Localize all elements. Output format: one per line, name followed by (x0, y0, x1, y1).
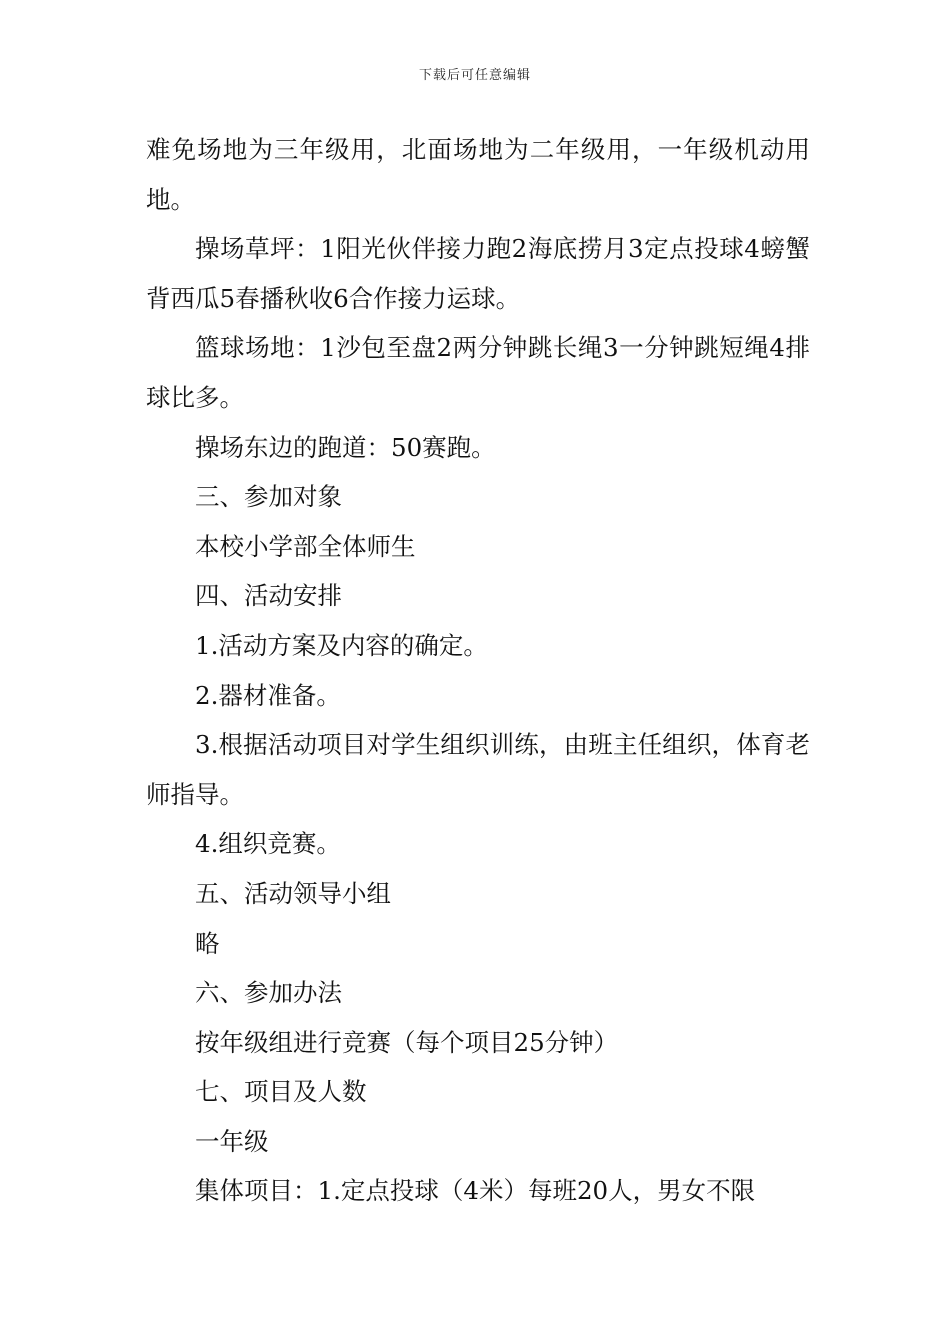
section-heading-participation-method: 六、参加办法 (195, 978, 342, 1008)
list-item-arrangement-3: 3.根据活动项目对学生组织训练，由班主任组织，体育老师指导。 (146, 730, 810, 809)
section-heading-events-and-numbers: 七、项目及人数 (195, 1077, 367, 1107)
paragraph-participants: 本校小学部全体师生 (195, 531, 416, 561)
paragraph-track-events: 操场东边的跑道：50赛跑。 (195, 432, 496, 462)
list-item-arrangement-2: 2.器材准备。 (195, 680, 341, 710)
paragraph-participation-method: 按年级组进行竞赛（每个项目25分钟） (195, 1027, 619, 1057)
section-heading-participants: 三、参加对象 (195, 482, 342, 512)
page-header-note: 下载后可任意编辑 (418, 68, 531, 83)
paragraph-basketball-court-events: 篮球场地：1沙包至盘2两分钟跳长绳3一分钟跳短绳4排球比多。 (146, 333, 810, 412)
paragraph-leadership: 略 (195, 928, 220, 958)
section-heading-arrangements: 四、活动安排 (195, 581, 342, 611)
document-body (146, 125, 810, 1216)
paragraph-group-event: 集体项目：1.定点投球（4米）每班20人，男女不限 (195, 1176, 756, 1206)
section-heading-leadership: 五、活动领导小组 (195, 878, 391, 908)
list-item-arrangement-4: 4.组织竞赛。 (195, 829, 341, 859)
subheading-grade-one: 一年级 (195, 1126, 269, 1156)
paragraph-venue-assignment: 难免场地为三年级用，北面场地为二年级用，一年级机动用地。 (146, 135, 810, 214)
paragraph-lawn-events: 操场草坪：1阳光伙伴接力跑2海底捞月3定点投球4螃蟹背西瓜5春播秋收6合作接力运球。 (146, 234, 810, 313)
list-item-arrangement-1: 1.活动方案及内容的确定。 (195, 630, 488, 660)
